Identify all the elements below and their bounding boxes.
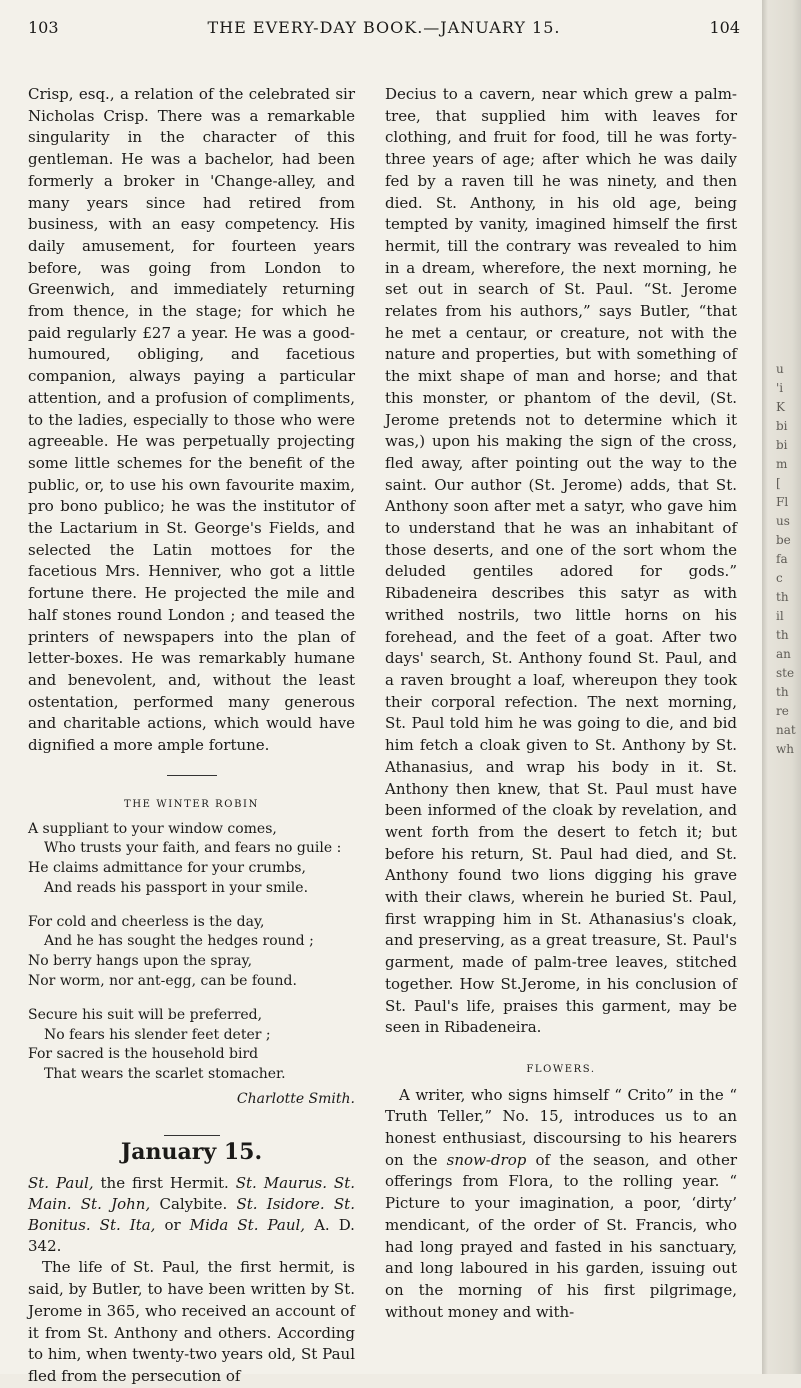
saint-title: Calybite. bbox=[159, 1195, 228, 1214]
poem-line: That wears the scarlet stomacher. bbox=[44, 1066, 286, 1083]
poem-stanza-3 bbox=[28, 1006, 355, 1085]
anthony-paragraph: Decius to a cavern, near which grew a palm-tree, that supplied him with leaves for clothing, and fruit for food, till he was forty-three years of age; after which he was daily fed by a raven till he was ninety, and then died. St. Anthony, in his old age, being tempted by vanity, imagined himself the first hermit, till the contrary was revealed to him in a dream, wherefore, the next morning, he set out in search of St. Paul. “St. Jerome relates from his authors,” says Butler, “that he met a centaur, or creature, not with the nature and properties, but with something of the mixt shape of man and horse; and that this monster, or phantom of the devil, (St. Jerome pretends not to determine which it was,) upon his making the sign of the cross, fled away, after pointing out the way to the saint. Our author (St. Jerome) adds, that St. Anthony soon after met a satyr, who gave him to understand that he was an inhabitant of those deserts, and one of the sort whom the deluded gentiles adored for gods.” Ribadeneira describes this satyr as with writhed nostrils, two little horns on his forehead, and the feet of a goat. After two days' search, St. Anthony found St. Paul, and a raven brought a loaf, whereupon they took their corporal refection. The next morning, St. Paul told him he was going to die, and bid him fetch a cloak given to St. Anthony by St. Athanasius, and wrap his body in it. St. Anthony then knew, that St. Paul must have been informed of the cloak by revelation, and went forth from the desert to fetch it; but before his return, St. Paul had died, and St. Anthony found two lions digging his grave with their claws, wherein he buried St. Paul, first wrapping him in St. Athanasius's cloak, and preserving, as a great treasure, St. Paul's garment, made of palm-tree leaves, stitched together. How St.Jerome, in his conclusion of St. Paul's life, praises this garment, may be seen in Ribadeneira. bbox=[385, 85, 737, 1037]
saint-name: St. Isidore. St. Bonitus. St. Ita, bbox=[28, 1195, 355, 1235]
saint-name: Mida St. Paul, bbox=[189, 1216, 306, 1235]
section-divider bbox=[167, 775, 217, 776]
saints-list bbox=[28, 1173, 355, 1257]
poem-title: THE WINTER ROBIN bbox=[124, 798, 259, 810]
page-number-right: 104 bbox=[709, 18, 740, 37]
flowers-text: A writer, who signs himself “ Crito” in the “ Truth Teller,” No. 15, introduces us to an honest enthusiast, discoursing to his hearers on the bbox=[385, 1085, 737, 1169]
poem-stanza-1 bbox=[28, 820, 355, 899]
bleed-through-text: u 'i K bi bi m [ Fl us be fa c th il th an ste th re nat wh bbox=[776, 362, 796, 756]
flowers-italic-term: snow-drop bbox=[446, 1150, 527, 1169]
paul-paragraph: The life of St. Paul, the first hermit, is said, by Butler, to have been written by St. Jerome in 365, who received an account of it from St. Anthony and others. According to him, when twenty-two years old, St Paul fled from the persecution of bbox=[28, 1258, 355, 1385]
poem-line: For sacred is the household bird bbox=[28, 1046, 259, 1063]
running-title: THE EVERY-DAY BOOK.—JANUARY 15. bbox=[207, 18, 561, 37]
flowers-paragraph bbox=[385, 1085, 737, 1324]
left-column bbox=[28, 84, 355, 1388]
poem-line: Secure his suit will be preferred, bbox=[28, 1006, 263, 1023]
poem-line: No fears his slender feet deter ; bbox=[44, 1026, 271, 1043]
flowers-heading: FLOWERS. bbox=[526, 1063, 596, 1075]
saint-name: St. Paul, bbox=[28, 1174, 94, 1193]
flowers-text: of the season, and other offerings from Flora, to the rolling year. “ Picture to your imagination, a poor, ‘dirty’ mendicant, of the order of St. Francis, who had long prayed and fasted in his sanctuary, and long laboured in his garden, issuing out on the morning of his first pilgrimage, without money and with- bbox=[385, 1150, 737, 1321]
poem-line: He claims admittance for your crumbs, bbox=[28, 860, 306, 877]
saint-title: the first Hermit. bbox=[100, 1174, 229, 1193]
poem-line: And reads his passport in your smile. bbox=[44, 879, 309, 896]
saint-name: St. Maurus. St. Main. St. John, bbox=[28, 1174, 355, 1214]
right-column bbox=[385, 84, 737, 1323]
adjacent-page-edge bbox=[762, 0, 801, 1374]
poem-line: A suppliant to your window comes, bbox=[28, 820, 277, 837]
poem-line: Nor worm, nor ant-egg, can be found. bbox=[28, 973, 297, 990]
page-header bbox=[28, 12, 740, 44]
section-divider bbox=[164, 1135, 220, 1136]
date-heading: January 15. bbox=[120, 1138, 263, 1165]
crisp-paragraph: Crisp, esq., a relation of the celebrated sir Nicholas Crisp. There was a remarkable singularity in the character of this gentleman. He was a bachelor, had been formerly a broker in 'Change-alley, and many years since had retired from business, with an easy competency. His daily amusement, for fourteen years before, was going from London to Greenwich, and immediately returning from thence, in the stage; for which he paid regularly £27 a year. He was a good-humoured, obliging, and facetious companion, always paying a particular attention, and a profusion of compliments, to the ladies, especially to those who were agreeable. He was perpetually projecting some little schemes for the benefit of the public, or, to use his own favourite maxim, pro bono publico; he was the institutor of the Lactarium in St. George's Fields, and selected the Latin mottoes for the facetious Mrs. Henniver, who got a little fortune there. He projected the mile and half stones round London ; and teased the printers of newspapers into the plan of letter-boxes. He was remarkably humane and benevolent, and, without the least ostentation, performed many generous and charitable actions, which would have dignified a more ample fortune. bbox=[28, 85, 355, 755]
saint-date: A. D. 342. bbox=[28, 1216, 355, 1256]
saint-title: or bbox=[164, 1216, 181, 1235]
poem-line: No berry hangs upon the spray, bbox=[28, 953, 253, 970]
poem-line: For cold and cheerless is the day, bbox=[28, 913, 265, 930]
poem-stanza-2 bbox=[28, 913, 355, 992]
poem-line: Who trusts your faith, and fears no guile : bbox=[44, 840, 342, 857]
page-number-left: 103 bbox=[28, 18, 59, 37]
poem-line: And he has sought the hedges round ; bbox=[44, 933, 314, 950]
poem-author: Charlotte Smith. bbox=[236, 1091, 355, 1108]
